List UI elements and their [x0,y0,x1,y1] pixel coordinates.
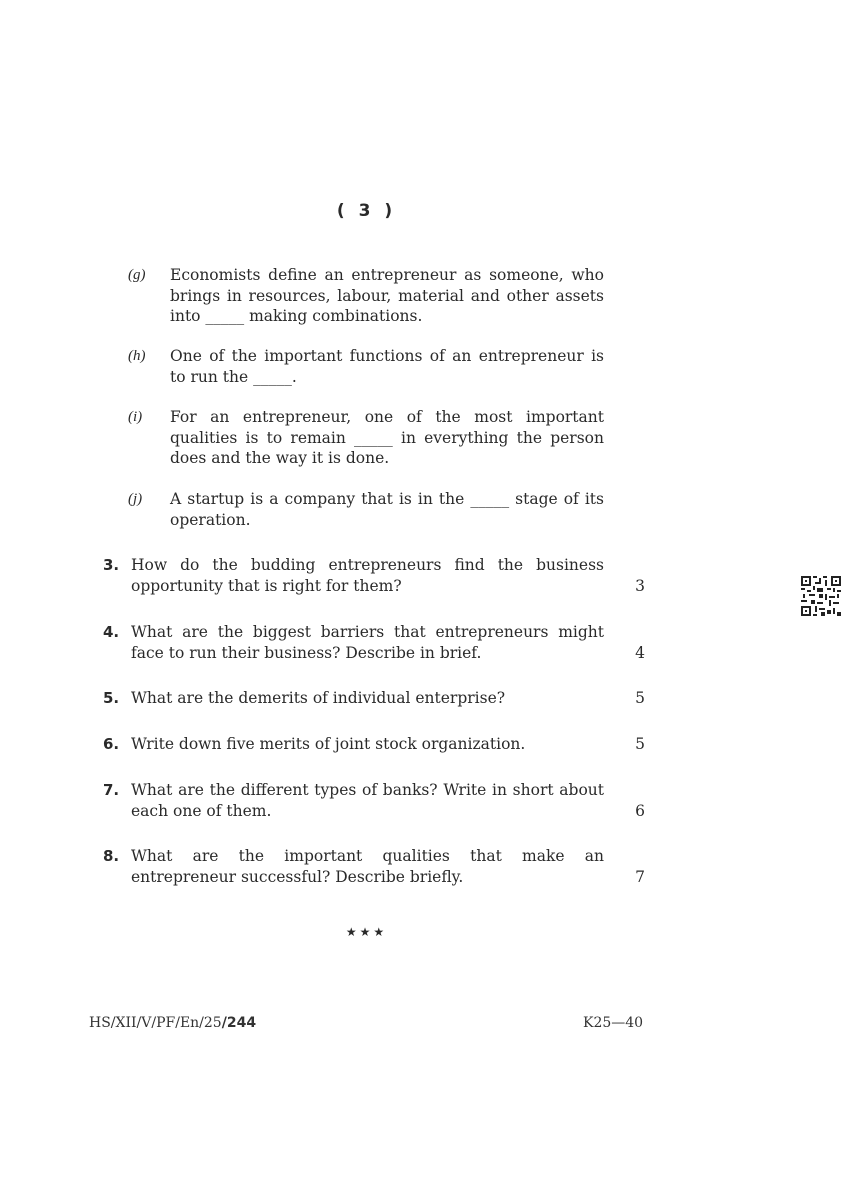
question-text: Write down five merits of joint stock organization. [131,735,526,753]
sub-question-g [128,265,604,327]
footer-code-suffix: /244 [221,1015,257,1031]
question-marks: 6 [635,801,645,820]
question-3 [103,555,645,596]
question-marks: 5 [635,735,645,753]
question-5 [103,688,645,709]
question-number: 7. [103,781,120,799]
footer-paper-code [89,1015,256,1031]
sub-question-label: (g) [128,267,146,283]
sub-question-j [128,489,604,530]
question-number: 8. [103,847,120,865]
question-number: 6. [103,735,120,753]
sub-question-h [128,346,604,387]
sub-question-label: (h) [128,348,146,364]
end-marker: ★★★ [345,925,388,939]
sub-question-label: (i) [128,409,143,425]
question-4 [103,622,645,663]
sub-question-i [128,407,604,469]
question-marks: 3 [635,576,645,595]
question-marks: 4 [635,643,645,662]
question-number: 5. [103,689,120,707]
question-text: What are the demerits of individual enterprise? [131,689,506,707]
sub-question-text: For an entrepreneur, one of the most important qualities is to remain _____ in everything the person does and the way it is done. [170,408,604,467]
sub-question-text: One of the important functions of an entrepreneur is to run the _____. [170,347,604,386]
question-number: 3. [103,556,120,574]
question-marks: 7 [635,867,645,886]
footer-right-code: K25—40 [583,1015,644,1031]
sub-question-text: Economists define an entrepreneur as someone, who brings in resources, labour, material and other assets into _____ making combinations. [170,266,604,325]
sub-question-label: (j) [128,491,143,507]
question-marks: 5 [635,689,645,707]
question-7 [103,780,645,821]
sub-question-text: A startup is a company that is in the _____ stage of its operation. [170,490,604,529]
question-6 [103,734,645,755]
qr-code-icon [801,576,841,616]
question-text: How do the budding entrepreneurs find the business opportunity that is right for them? [131,556,604,595]
footer-code-prefix: HS/XII/V/PF/En/25 [89,1015,222,1031]
question-text: What are the different types of banks? Write in short about each one of them. [131,781,604,820]
page-number: ( 3 ) [336,201,397,221]
question-8 [103,846,645,887]
question-number: 4. [103,623,120,641]
question-text: What are the biggest barriers that entrepreneurs might face to run their business? Describe in brief. [131,623,604,662]
question-text: What are the important qualities that make an entrepreneur successful? Describe briefly. [131,847,604,886]
